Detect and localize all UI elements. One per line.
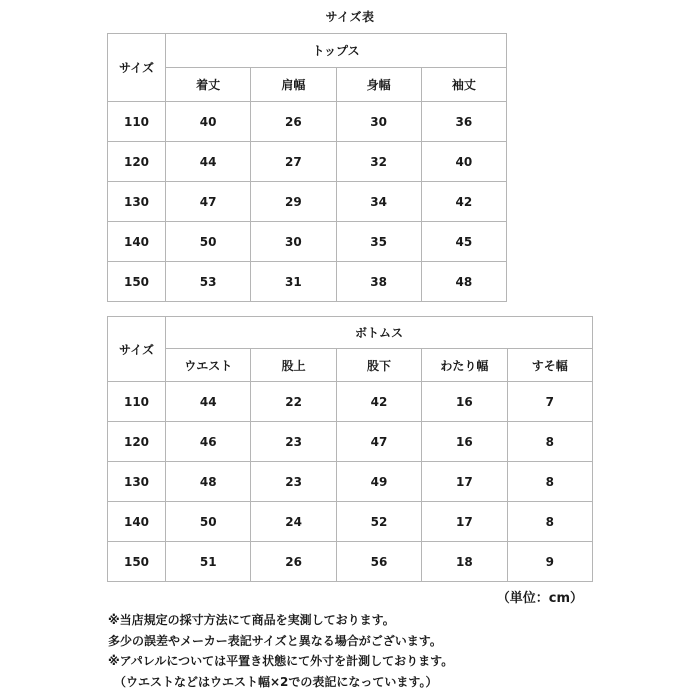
unit-note: （単位：cm） — [496, 591, 583, 606]
column-header: わたり幅 — [422, 349, 507, 382]
page-title: サイズ表 — [325, 10, 375, 24]
value-cell: 8 — [507, 502, 592, 542]
table-row — [108, 182, 507, 222]
column-header: 肩幅 — [251, 68, 336, 102]
notes — [108, 610, 453, 692]
column-header: すそ幅 — [507, 349, 592, 382]
size-cell: 120 — [108, 142, 166, 182]
value-cell: 16 — [422, 422, 507, 462]
tops-group-header: トップス — [166, 34, 507, 68]
table-row — [108, 422, 593, 462]
size-cell: 130 — [108, 462, 166, 502]
value-cell: 38 — [336, 262, 421, 302]
value-cell: 17 — [422, 502, 507, 542]
value-cell: 56 — [336, 542, 421, 582]
value-cell: 47 — [336, 422, 421, 462]
value-cell: 32 — [336, 142, 421, 182]
value-cell: 22 — [251, 382, 336, 422]
value-cell: 17 — [422, 462, 507, 502]
table-row — [108, 262, 507, 302]
size-cell: 110 — [108, 102, 166, 142]
value-cell: 44 — [166, 382, 251, 422]
note-line: ※当店規定の採寸方法にて商品を実測しております。 — [108, 613, 395, 627]
value-cell: 34 — [336, 182, 421, 222]
value-cell: 48 — [166, 462, 251, 502]
size-cell: 110 — [108, 382, 166, 422]
value-cell: 18 — [422, 542, 507, 582]
size-cell: 120 — [108, 422, 166, 462]
value-cell: 51 — [166, 542, 251, 582]
size-cell: 150 — [108, 542, 166, 582]
value-cell: 8 — [507, 462, 592, 502]
value-cell: 40 — [166, 102, 251, 142]
table-row — [108, 222, 507, 262]
value-cell: 31 — [251, 262, 336, 302]
value-cell: 30 — [336, 102, 421, 142]
value-cell: 23 — [251, 462, 336, 502]
note-line: （ウエストなどはウエスト幅×2での表記になっています。） — [114, 674, 438, 689]
value-cell: 42 — [421, 182, 506, 222]
value-cell: 47 — [166, 182, 251, 222]
value-cell: 42 — [336, 382, 421, 422]
note-line: ※アパレルについては平置き状態にて外寸を計測しております。 — [108, 654, 454, 668]
value-cell: 30 — [251, 222, 336, 262]
bottoms-group-header: ボトムス — [166, 317, 593, 349]
size-cell: 130 — [108, 182, 166, 222]
value-cell: 16 — [422, 382, 507, 422]
value-cell: 26 — [251, 542, 336, 582]
value-cell: 52 — [336, 502, 421, 542]
tops-size-table — [107, 33, 507, 302]
value-cell: 7 — [507, 382, 592, 422]
value-cell: 26 — [251, 102, 336, 142]
bottoms-size-table — [107, 316, 593, 582]
value-cell: 50 — [166, 222, 251, 262]
value-cell: 35 — [336, 222, 421, 262]
column-header: ウエスト — [166, 349, 251, 382]
note-line: 多少の誤差やメーカー表記サイズと異なる場合がございます。 — [108, 633, 442, 648]
value-cell: 53 — [166, 262, 251, 302]
value-cell: 36 — [421, 102, 506, 142]
size-cell: 140 — [108, 502, 166, 542]
value-cell: 49 — [336, 462, 421, 502]
table-row — [108, 462, 593, 502]
column-header: 着丈 — [166, 68, 251, 102]
table-row — [108, 102, 507, 142]
value-cell: 23 — [251, 422, 336, 462]
table-row — [108, 502, 593, 542]
table-row — [108, 142, 507, 182]
column-header: 袖丈 — [421, 68, 506, 102]
value-cell: 45 — [421, 222, 506, 262]
value-cell: 29 — [251, 182, 336, 222]
value-cell: 48 — [421, 262, 506, 302]
column-header: 股下 — [336, 349, 421, 382]
size-header: サイズ — [108, 34, 166, 102]
value-cell: 27 — [251, 142, 336, 182]
value-cell: 46 — [166, 422, 251, 462]
column-header: 股上 — [251, 349, 336, 382]
value-cell: 40 — [421, 142, 506, 182]
value-cell: 44 — [166, 142, 251, 182]
table-row — [108, 382, 593, 422]
value-cell: 9 — [507, 542, 592, 582]
value-cell: 8 — [507, 422, 592, 462]
column-header: 身幅 — [336, 68, 421, 102]
value-cell: 50 — [166, 502, 251, 542]
size-header: サイズ — [108, 317, 166, 382]
size-cell: 150 — [108, 262, 166, 302]
size-cell: 140 — [108, 222, 166, 262]
table-row — [108, 542, 593, 582]
value-cell: 24 — [251, 502, 336, 542]
